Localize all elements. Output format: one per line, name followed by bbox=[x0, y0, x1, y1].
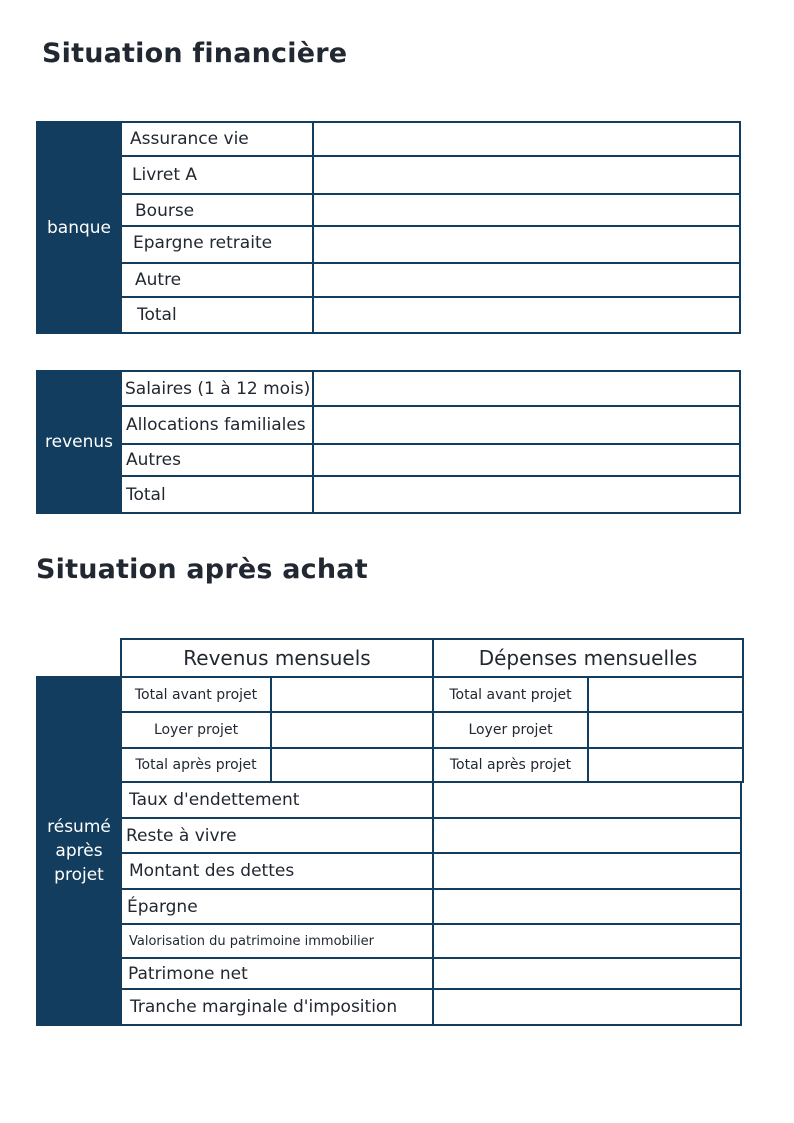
depenses-sub-value[interactable] bbox=[587, 747, 744, 783]
banque-side-label bbox=[36, 121, 122, 334]
revenus-sub-value[interactable] bbox=[270, 747, 434, 783]
revenus-row-value[interactable] bbox=[312, 475, 741, 514]
resume-row-value[interactable] bbox=[432, 957, 742, 990]
resume-row-label: Reste à vivre bbox=[120, 817, 434, 854]
revenus-sub-label: Loyer projet bbox=[120, 711, 272, 749]
resume-row-label: Valorisation du patrimoine immobilier bbox=[120, 923, 434, 959]
depenses-sub-label: Total avant projet bbox=[432, 676, 589, 713]
revenus-sub-value[interactable] bbox=[270, 711, 434, 749]
revenus-row-value[interactable] bbox=[312, 370, 741, 407]
resume-row-value[interactable] bbox=[432, 988, 742, 1026]
banque-row-value[interactable] bbox=[312, 193, 741, 227]
depenses-sub-value[interactable] bbox=[587, 711, 744, 749]
resume-row-value[interactable] bbox=[432, 781, 742, 819]
banque-label: banque bbox=[46, 217, 111, 238]
banque-row-value[interactable] bbox=[312, 225, 741, 264]
resume-row-label: Taux d'endettement bbox=[120, 781, 434, 819]
revenus-label: revenus bbox=[45, 432, 113, 452]
header-depenses-mensuelles: Dépenses mensuelles bbox=[432, 638, 744, 678]
section-title-situation-apres-achat: Situation après achat bbox=[36, 554, 368, 585]
revenus-sub-label: Total après projet bbox=[120, 747, 272, 783]
revenus-row-label: Salaires (1 à 12 mois) bbox=[120, 370, 314, 407]
header-revenus-mensuels: Revenus mensuels bbox=[120, 638, 434, 678]
revenus-side-label bbox=[36, 370, 122, 514]
resume-row-value[interactable] bbox=[432, 888, 742, 925]
banque-row-value[interactable] bbox=[312, 155, 741, 195]
depenses-sub-value[interactable] bbox=[587, 676, 744, 713]
banque-row-label: Autre bbox=[120, 262, 314, 298]
banque-row-label: Livret A bbox=[120, 155, 314, 195]
banque-row-value[interactable] bbox=[312, 296, 741, 334]
revenus-sub-value[interactable] bbox=[270, 676, 434, 713]
resume-row-label: Montant des dettes bbox=[120, 852, 434, 890]
resume-row-value[interactable] bbox=[432, 817, 742, 854]
banque-row-value[interactable] bbox=[312, 121, 741, 157]
resume-side-label bbox=[36, 676, 122, 1026]
section-title-situation-financiere: Situation financière bbox=[42, 38, 348, 69]
resume-label-line: après bbox=[55, 841, 103, 861]
banque-row-label: Assurance vie bbox=[120, 121, 314, 157]
resume-row-label: Épargne bbox=[120, 888, 434, 925]
banque-row-label: Bourse bbox=[120, 193, 314, 227]
resume-row-value[interactable] bbox=[432, 852, 742, 890]
resume-row-label: Tranche marginale d'imposition bbox=[120, 988, 434, 1026]
revenus-row-value[interactable] bbox=[312, 443, 741, 477]
revenus-row-label: Allocations familiales bbox=[120, 405, 314, 445]
revenus-row-value[interactable] bbox=[312, 405, 741, 445]
depenses-sub-label: Loyer projet bbox=[432, 711, 589, 749]
depenses-sub-label: Total après projet bbox=[432, 747, 589, 783]
banque-row-value[interactable] bbox=[312, 262, 741, 298]
revenus-sub-label: Total avant projet bbox=[120, 676, 272, 713]
resume-row-label: Patrimone net bbox=[120, 957, 434, 990]
resume-label-line: résumé bbox=[47, 817, 111, 837]
banque-row-label: Total bbox=[120, 296, 314, 334]
revenus-row-label: Total bbox=[120, 475, 314, 514]
revenus-row-label: Autres bbox=[120, 443, 314, 477]
resume-row-value[interactable] bbox=[432, 923, 742, 959]
banque-row-label: Epargne retraite bbox=[120, 225, 314, 264]
resume-label-line: projet bbox=[54, 865, 104, 885]
